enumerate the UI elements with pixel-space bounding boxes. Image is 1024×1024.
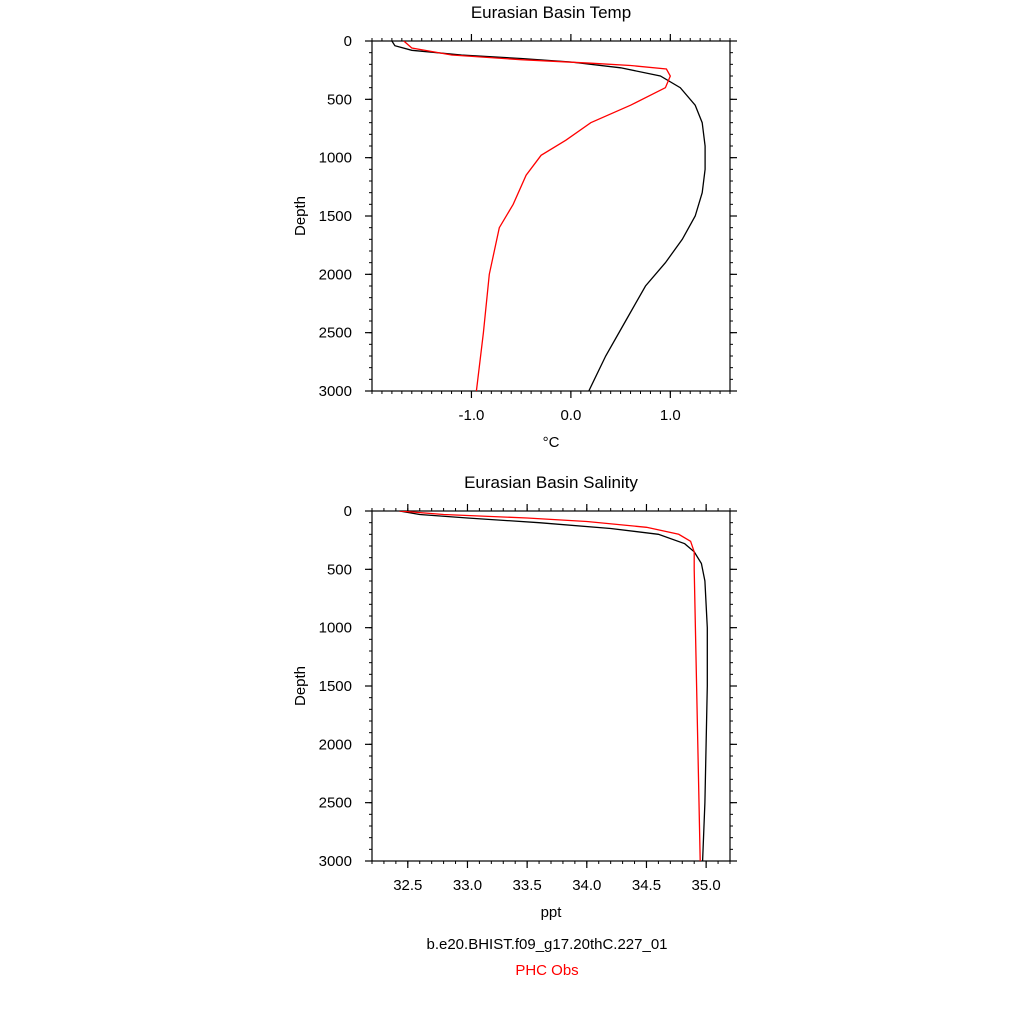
y-tick-label: 1000	[318, 149, 352, 167]
plot-frame	[372, 511, 730, 861]
y-tick-label: 3000	[318, 853, 352, 870]
chart-panel-2	[292, 473, 737, 921]
y-axis-label: Depth	[292, 665, 309, 707]
y-tick-label: 1500	[318, 678, 352, 695]
chart-title: Eurasian Basin Salinity	[464, 473, 638, 492]
model-profile-line	[399, 511, 707, 861]
chart-panel-1	[292, 3, 737, 451]
legend-obs: PHC Obs	[515, 962, 579, 979]
y-tick-label: 1500	[318, 208, 352, 225]
y-axis-label: Depth	[292, 195, 309, 237]
x-tick-label: 0.0	[560, 407, 582, 424]
y-tick-label: 2000	[318, 266, 352, 284]
x-tick-label: 33.5	[512, 877, 542, 894]
y-tick-label: 2500	[318, 324, 352, 342]
legend-model-run: b.e20.BHIST.f09_g17.20thC.227_01	[426, 936, 668, 953]
model-profile-line	[392, 41, 705, 391]
plot-frame	[372, 41, 730, 391]
y-tick-label: 500	[326, 561, 352, 579]
obs-profile-line	[404, 41, 671, 391]
y-tick-label: 0	[343, 503, 352, 520]
x-axis-label: ppt	[540, 904, 562, 921]
y-tick-label: 500	[326, 91, 352, 109]
x-tick-label: 35.0	[691, 877, 721, 894]
x-axis-label: °C	[542, 434, 560, 451]
x-tick-label: 1.0	[659, 407, 681, 424]
x-tick-label: 34.5	[631, 877, 662, 894]
chart-title: Eurasian Basin Temp	[470, 3, 632, 22]
y-tick-label: 2500	[318, 794, 352, 812]
y-tick-label: 0	[343, 33, 352, 50]
x-tick-label: 34.0	[572, 877, 602, 894]
x-tick-label: 33.0	[452, 877, 483, 894]
y-tick-label: 1000	[318, 619, 352, 637]
x-tick-label: -1.0	[458, 407, 485, 424]
x-tick-label: 32.5	[393, 877, 423, 894]
y-tick-label: 3000	[318, 383, 352, 400]
obs-profile-line	[399, 511, 700, 861]
y-tick-label: 2000	[318, 736, 352, 754]
